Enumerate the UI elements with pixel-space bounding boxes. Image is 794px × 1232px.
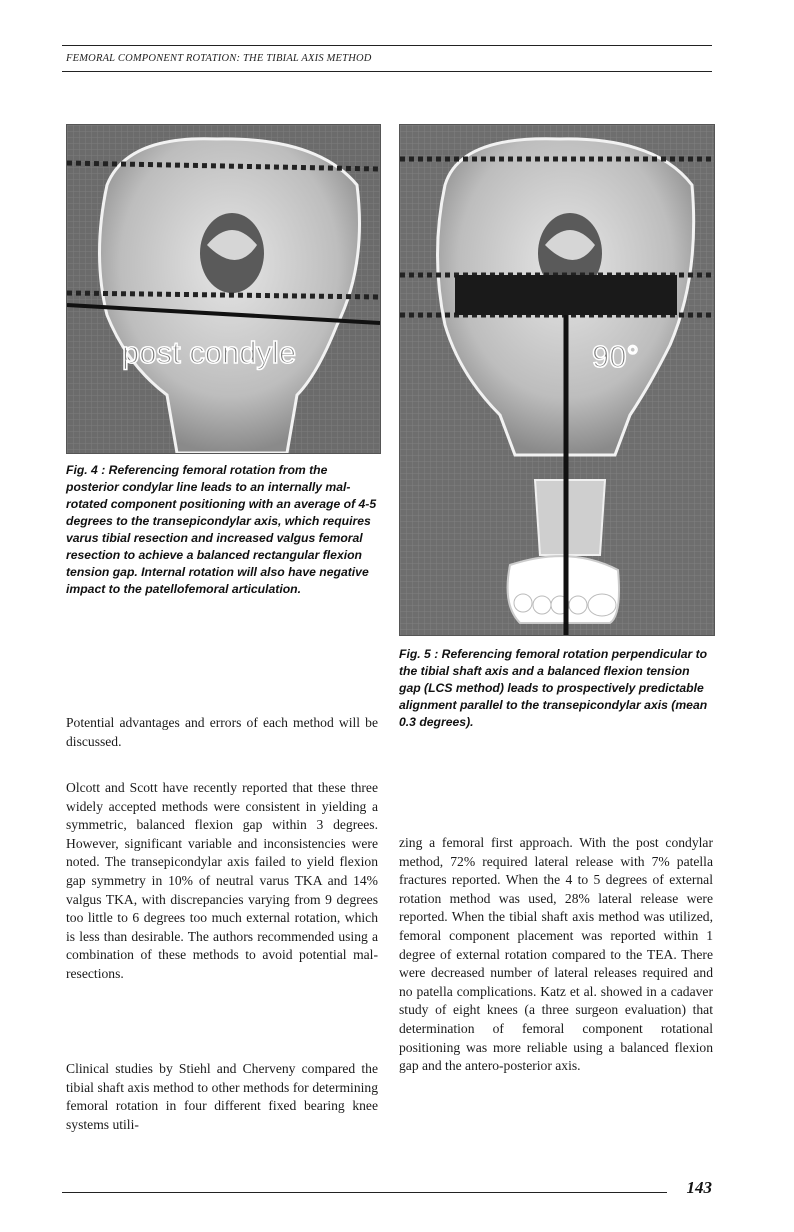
figure-4-caption-label: Fig. 4 : (66, 463, 106, 477)
post-condyle-label: post condyle (122, 335, 297, 370)
page-number: 143 (686, 1178, 712, 1197)
figure-4-caption-text: Referencing femoral rotation from the posterior condylar line leads to an internally mal-rotated component positioning with an average of 4-5 degrees to the transepicondylar axis, which requires varus tibial resection and increased valgus femoral resection to achieve a balanced rectangular flexion tension gap. Internal rotation will also have negative impact to the patellofemoral articulation. (66, 463, 377, 596)
footer-rule (62, 1192, 667, 1193)
body-left-para-2 (66, 779, 378, 984)
figure-5-caption-label: Fig. 5 : (399, 647, 439, 661)
ninety-degree-label: 90° (592, 339, 639, 374)
body-left-para-1 (66, 714, 378, 751)
figure-4-image (66, 124, 381, 454)
paragraph: Potential advantages and errors of each method will be discussed. (66, 715, 378, 749)
body-left-para-3 (66, 1060, 378, 1134)
paragraph: Olcott and Scott have recently reported that these three widely accepted methods were consistent in yielding a symmetric, balanced flexion gap within 3 degrees. However, significant variable and inconsistencies were noted. The transepicondylar axis failed to yield flexion gap symmetry in 10% of neutral varus TKA and 14% valgus TKA, with discrepancies varying from 9 degrees too little to 6 degrees too much external rotation, which is less than desirable. The authors recommended using a combination of these methods to avoid potential mal-resections. (66, 780, 378, 981)
figure-5-image (399, 124, 715, 636)
header-bottom-rule (62, 71, 712, 72)
figure-5-caption (399, 646, 713, 731)
body-right-para-1 (399, 834, 713, 1076)
header-top-rule (62, 45, 712, 46)
paragraph: Clinical studies by Stiehl and Cherveny compared the tibial shaft axis method to other methods for determining femoral rotation in four different fixed bearing knee systems utili- (66, 1061, 378, 1132)
figure-4-caption (66, 462, 378, 598)
running-title: FEMORAL COMPONENT ROTATION: THE TIBIAL AXIS METHOD (66, 53, 372, 64)
figure-5-caption-text: Referencing femoral rotation perpendicular to the tibial shaft axis and a balanced flexion tension gap (LCS method) leads to prospectively predictable alignment parallel to the transepicondylar axis (mean 0.3 degrees). (399, 647, 708, 729)
paragraph: zing a femoral first approach. With the post condylar method, 72% required lateral release with 7% patella fractures reported. When the 4 to 5 degrees of external rotation method was used, 28% lateral release were reported. When the tibial shaft axis method was utilized, femoral component placement was reported within 1 degree of external rotation compared to the TEA. There were decreased number of lateral releases required and no patella complications. Katz et al. showed in a cadaver study of eight knees (a three surgeon evaluation) that determination of femoral component rotational positioning was more reliable using a balanced flexion gap and the antero-posterior axis. (399, 835, 713, 1074)
